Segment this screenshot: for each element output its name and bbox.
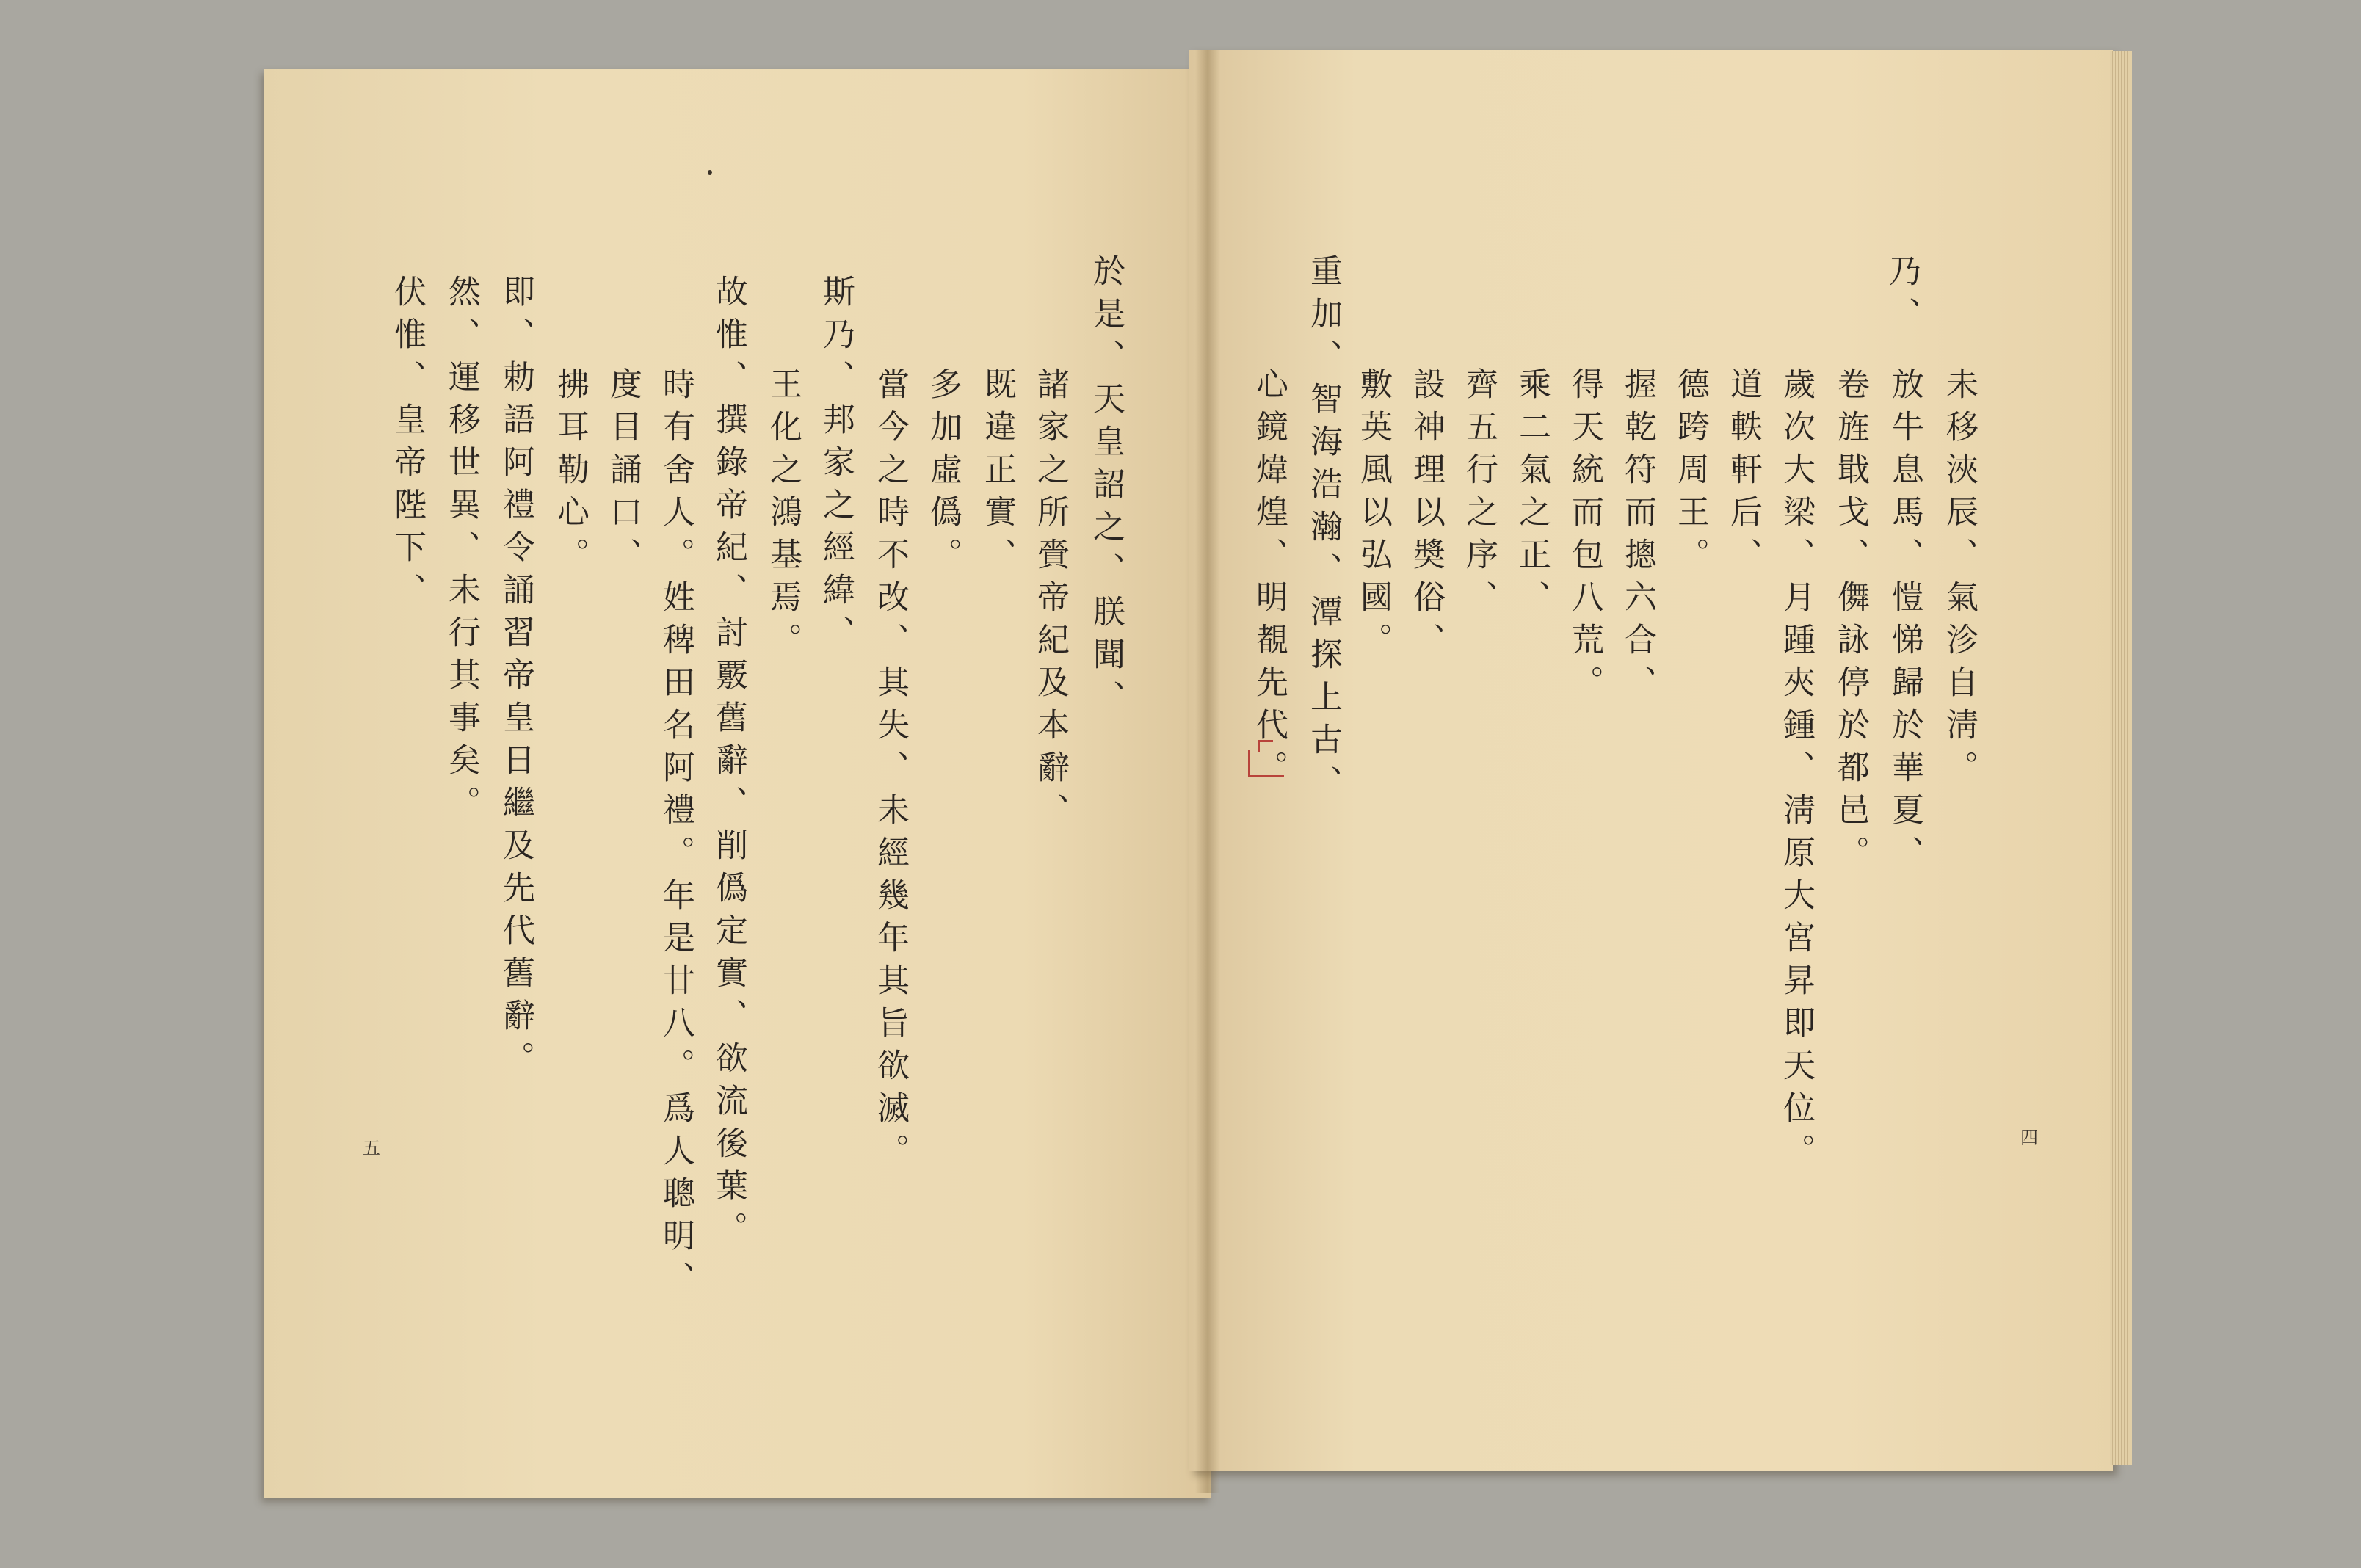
text-column: 時有舍人。姓稗田名阿禮。年是廿八。爲人聰明、 bbox=[657, 367, 694, 1304]
page-edges bbox=[2110, 51, 2132, 1465]
text-column: 德跨周王。 bbox=[1672, 367, 1709, 580]
text-column: 當今之時不改、其失、未經幾年其旨欲滅。 bbox=[871, 367, 909, 1176]
text-column: 伏惟、皇帝陛下、 bbox=[388, 275, 426, 615]
text-column: 度目誦口、 bbox=[604, 367, 642, 580]
text-column: 諸家之所賫帝紀及本辭、 bbox=[1031, 367, 1069, 835]
text-column: 設神理以奬俗、 bbox=[1407, 367, 1445, 665]
text-column: 斯乃、邦家之經緯、 bbox=[817, 275, 855, 658]
text-column: 多加虛僞。 bbox=[924, 367, 962, 580]
book-gutter bbox=[1195, 50, 1220, 1493]
text-column: 拂耳勒心。 bbox=[551, 367, 589, 580]
text-column: 未移浹辰、氣沴自淸。 bbox=[1940, 367, 1978, 793]
text-column: 王化之鴻基焉。 bbox=[764, 367, 802, 665]
text-column: 既違正實、 bbox=[979, 367, 1016, 580]
text-column: 放牛息馬、愷悌歸於華夏、 bbox=[1886, 367, 1923, 878]
text-column: 道軼軒后、 bbox=[1724, 367, 1762, 580]
text-column: 於是、天皇詔之、朕聞、 bbox=[1087, 254, 1125, 722]
ink-speck bbox=[708, 170, 712, 175]
page-number: 五 bbox=[363, 1138, 380, 1158]
page-number: 四 bbox=[2020, 1128, 2038, 1148]
text-column: 齊五行之序、 bbox=[1460, 367, 1498, 623]
text-column: 即、勅語阿禮令誦習帝皇日繼及先代舊辭。 bbox=[497, 275, 534, 1084]
text-column: 故惟、撰錄帝紀、討覈舊辭、削僞定實、欲流後葉。 bbox=[710, 275, 747, 1254]
text-column: 敷英風以弘國。 bbox=[1354, 367, 1392, 665]
text-column: 歲次大梁、月踵夾鍾、淸原大宮昇即天位。 bbox=[1777, 367, 1815, 1176]
text-column: 得天統而包八荒。 bbox=[1566, 367, 1603, 708]
text-column: 心鏡煒煌、明覩先代。 bbox=[1250, 367, 1288, 793]
text-column: 然、運移世異、未行其事矣。 bbox=[443, 275, 480, 828]
red-corner-mark bbox=[1248, 750, 1284, 777]
text-column: 重加、智海浩瀚、潭探上古、 bbox=[1305, 254, 1342, 807]
text-column: 卷旌戢戈、儛詠停於都邑。 bbox=[1832, 367, 1869, 878]
text-column: 乃、 bbox=[1883, 254, 1921, 339]
text-column: 乘二氣之正、 bbox=[1513, 367, 1551, 623]
text-column: 握乾符而摠六合、 bbox=[1619, 367, 1656, 708]
